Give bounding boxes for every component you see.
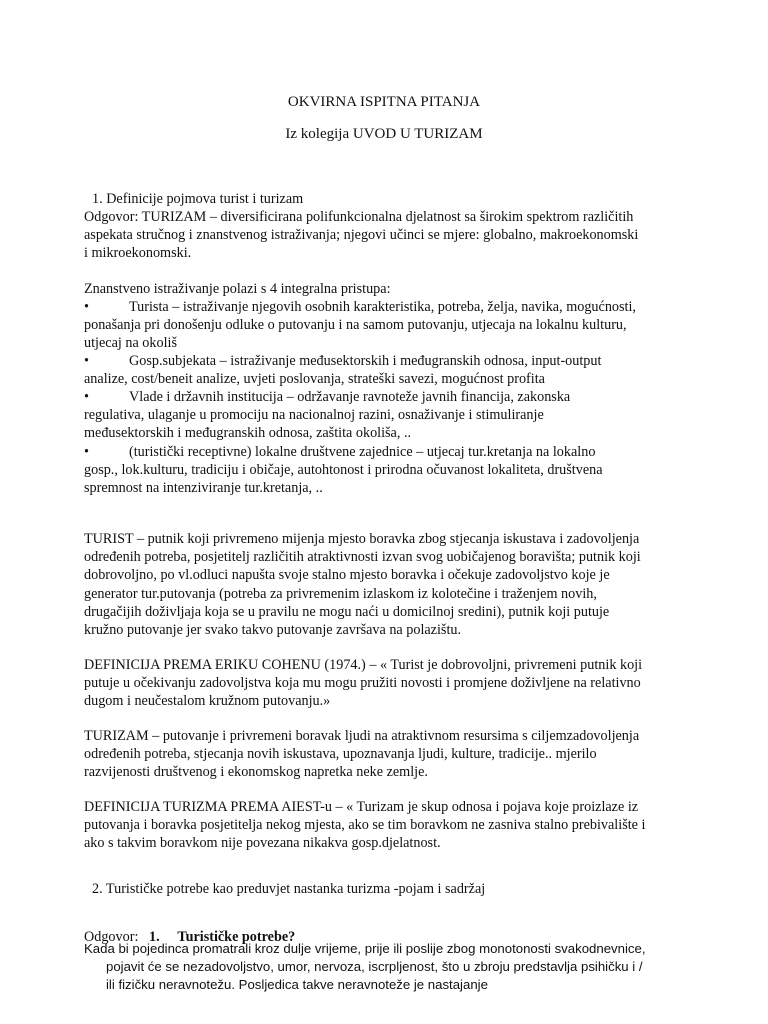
document-title: OKVIRNA ISPITNA PITANJA [287,94,481,110]
bullet-item [84,352,624,388]
answer-2-heading: Turističke potrebe? [177,929,296,946]
bullet-marker: • [84,444,89,460]
bullet-text: Gosp.subjekata – istraživanje međusektorskih i međugranskih odnosa, input-output analize, cost/beneit analize, uvjeti poslovanja, strateški savezi, mogućnost profita [84,353,602,388]
question-2: 2. Turističke potrebe kao preduvjet nastanka turizma -pojam i sadržaj [92,881,486,897]
bullet-item [84,388,604,443]
document-subtitle: Iz kolegija UVOD U TURIZAM [285,126,483,142]
cohen-definition: DEFINICIJA PREMA ERIKU COHENU (1974.) – « Turist je dobrovoljni, privremeni putnik koji putuje u očekivanju zadovoljstva koja mu mogu pružiti novosti i promjene doživljene na relativno dugom i neučestalom kružnom putovanju.» [84,657,643,710]
answer-2-label: Odgovor: [84,929,139,946]
bullet-text: (turistički receptivne) lokalne društvene zajednice – utjecaj tur.kretanja na lokalno gosp., lok.kulturu, tradiciju i običaje, autohtonost i prirodna očuvanost lokaliteta, društvena spremnost na intenziviranje tur.kretanja, .. [84,444,603,497]
bullet-marker: • [84,389,89,405]
bullet-item [84,443,604,498]
turist-definition: TURIST – putnik koji privremeno mijenja mjesto boravka zbog stjecanja iskustava i zadovoljenja određenih potreba, posjetitelj različitih atraktivnosti izvan svog uobičajenog boravišta; putnik koji dobrovoljno, po vl.odluci napušta svoje stalno mjesto boravka i očekuje zadovoljstvo koje je generator tur.putovanja (potreba za privremenim izlaskom iz kolotečine i traženjem novih, drugačijih doživljaja koja se u pravilu ne mogu naći u domicilnoj sredini), putnik koji putuje kružno putovanje jer svako takvo putovanje završava na polazištu. [84,531,641,639]
question-1: 1. Definicije pojmova turist i turizam [92,191,304,207]
bullet-text: Turista – istraživanje njegovih osobnih karakteristika, potreba, želja, navika, mogućnosti, ponašanja pri donošenju odluke o putovanju i na samom putovanju, utjecaja na lokalnu kulturu, utjecaj na okoliš [84,299,636,352]
bullet-marker: • [84,299,89,315]
aiest-definition: DEFINICIJA TURIZMA PREMA AIEST-u – « Turizam je skup odnosa i pojava koje proizlaze iz putovanja i boravka posjetitelja nekog mjesta, ako se tim boravkom ne zasniva stalno prebivalište i ako s takvim boravkom nije povezana nikakva gosp.djelatnost. [84,799,646,852]
answer-2-number: 1. [149,929,160,946]
turizam-definition: TURIZAM – putovanje i privremeni boravak ljudi na atraktivnom resursima s ciljemzadovoljenja određenih potreba, stjecanja novih iskustava, upoznavanja ljudi, kulture, tradicije.. mjerilo razvijenosti društvenog i ekonomskog napretka neke zemlje. [84,728,640,781]
bullet-marker: • [84,353,89,369]
answer-1-paragraph: Odgovor: TURIZAM – diversificirana polifunkcionalna djelatnost sa širokim spektrom različitih aspekata stručnog i znanstvenog istraživanja; njegovi učinci se mjere: globalno, makroekonomski i mikroekonomski. [84,209,639,262]
bullet-text: Vlade i državnih institucija – održavanje ravnoteže javnih financija, zakonska regulativa, ulaganje u promociju na nacionalnoj razini, osnaživanje i stimuliranje međusektorskih i međugranskih odnosa, zaštita okoliša, .. [84,389,571,442]
approach-intro: Znanstveno istraživanje polazi s 4 integralna pristupa: [84,281,391,297]
turisticke-potrebe-paragraph: Kada bi pojedinca promatrali kroz dulje vrijeme, prije ili poslije zbog monotonosti svakodnevnice, pojavit će se nezadovoljstvo, umor, nervoza, iscrpljenost, što u zbroju predstavlja psihičku i / ili fizičku neravnotežu. Posljedica takve neravnoteže je nastajanje [84,941,646,993]
bullet-item [84,298,644,353]
